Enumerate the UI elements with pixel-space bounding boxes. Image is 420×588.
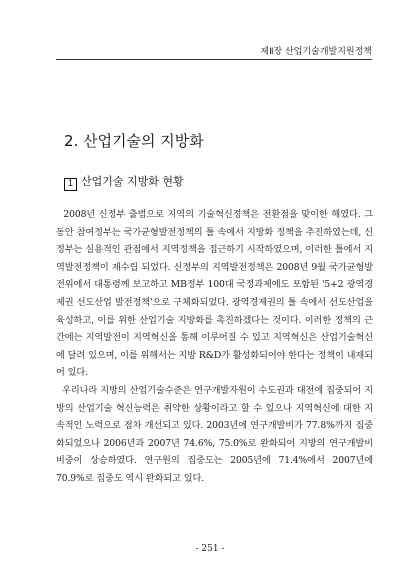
- header-rule: [56, 59, 372, 60]
- paragraph: 2008년 신정부 출범으로 지역의 기술혁신정책은 전환점을 맞이한 해였다. 그동안 참여정부는 국가균형발전정책의 틀 속에서 지방화 정책을 추진하였는데, 신정부는 실용적인 관점에서 지역정책을 접근하기 시작하였으며, 이러한 틀에서 지역발전정책이 재수립 되었다. 신정부의 지역발전정책은 2008년 9월 국가균형발전위에서 대통령께 보고하고 MB정부 100대 국정과제에도 포함된 '5+2 광역경제권 선도산업 발전정책'으로 구체화되었다. 광역경제권의 틀 속에서 선도산업을 육성하고, 이를 위한 산업기술 지방화를 촉진하겠다는 것이다. 이러한 정책의 근간에는 지역발전이 지역혁신을 통해 이루어질 수 있고 지역혁신은 산업기술혁신에 달려 있으며, 이를 위해서는 지방 R&D가 활성화되어야 한다는 정책이 내재되어 있다.: [56, 209, 376, 379]
- section-title: 산업기술 지방화 현황: [81, 175, 184, 188]
- section-heading: [64, 173, 184, 191]
- running-header: 제Ⅱ장 산업기술개발지원정책: [260, 47, 372, 57]
- paragraph: 우리나라 지방의 산업기술수준은 연구개발자원이 수도권과 대전에 집중되어 지방의 산업기술 혁신능력은 취약한 상황이라고 할 수 있으나 지역혁신에 대한 지속적인 노력으로 점차 개선되고 있다. 2003년에 연구개발비가 77.8%까지 집중화되었으나 2006년과 2007년 74.6%, 75.0%로 완화되어 지방의 연구개발비 비중이 상승하였다. 연구원의 집중도는 2005년에 71.4%에서 2007년에 70.9%로 집중도 역시 완화되고 있다.: [56, 384, 376, 484]
- section-number-box: 1: [64, 178, 77, 191]
- body-text: [56, 206, 376, 488]
- chapter-title: 2. 산업기술의 지방화: [64, 132, 204, 150]
- page-number: - 251 -: [195, 544, 225, 554]
